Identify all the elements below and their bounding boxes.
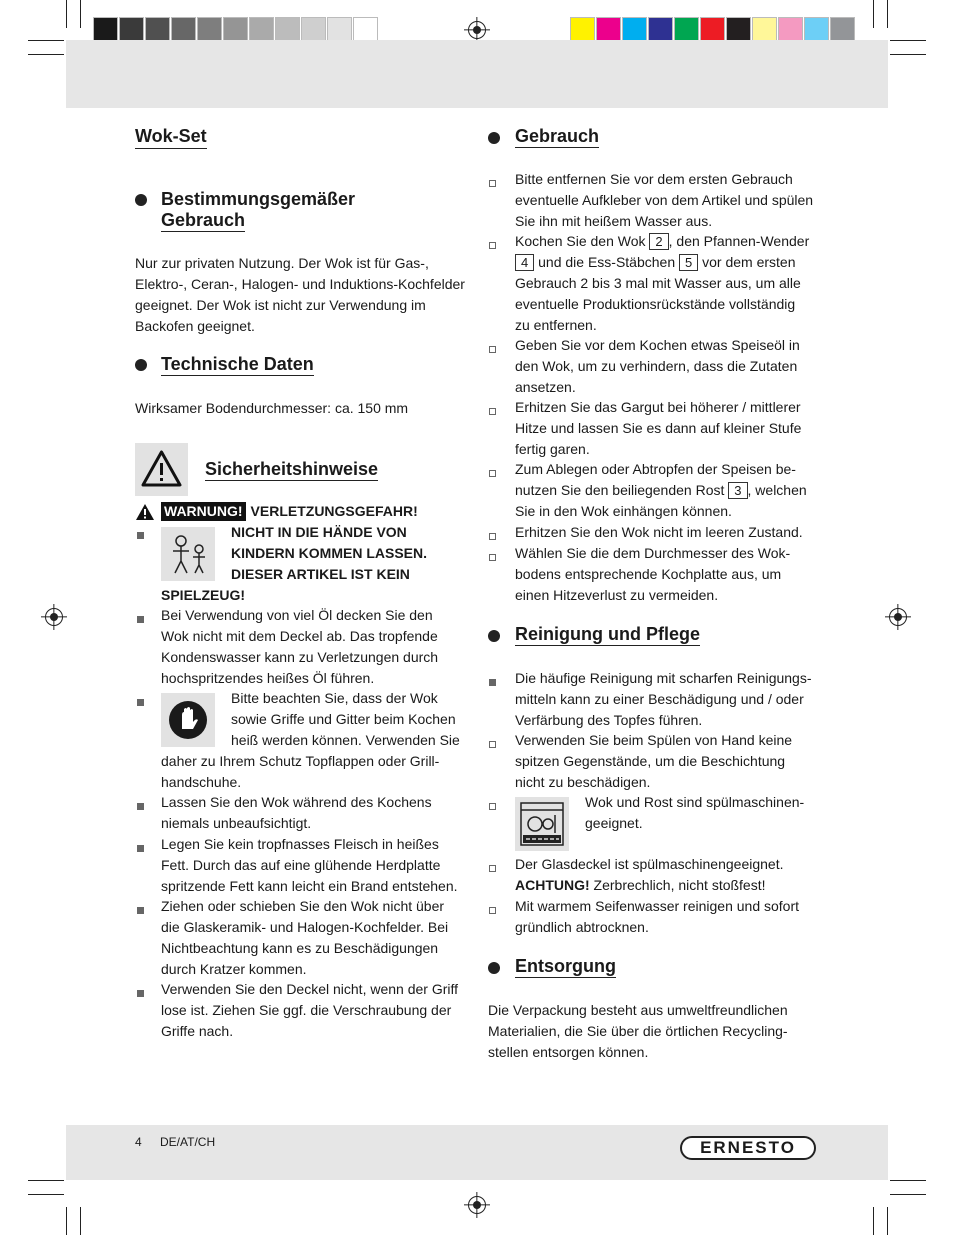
- bullet-square-outline-icon: [489, 803, 496, 810]
- calibration-swatch: [119, 17, 144, 42]
- bullet-square-outline-icon: [489, 741, 496, 748]
- crop-mark: [890, 40, 926, 41]
- bullet-square-outline-icon: [489, 242, 496, 249]
- glove-text-cont: daher zu Ihrem Schutz Topflappen oder Grill- handschuhe.: [161, 753, 440, 790]
- bullet-square-outline-icon: [489, 408, 496, 415]
- heading-intended-use: Bestimmungsgemäßer Gebrauch: [161, 189, 356, 230]
- crop-mark: [66, 1207, 67, 1235]
- calibration-swatch: [223, 17, 248, 42]
- bullet-square-icon: [137, 907, 144, 914]
- crop-mark: [28, 1180, 64, 1181]
- heading-use: Gebrauch: [515, 126, 600, 146]
- bullet-square-outline-icon: [489, 907, 496, 914]
- scratch-text: Ziehen oder schieben Sie den Wok nicht über die Glaskeramik- und Halogen-Kochfelder. Bei Nichtbeachtung kann es zu Beschädigungen durch Kratzer kommen.: [161, 898, 449, 977]
- language-codes: DE/AT/CH: [160, 1135, 216, 1149]
- calibration-swatch: [778, 17, 803, 42]
- use-step-3: Geben Sie vor dem Kochen etwas Speiseöl in den Wok, um zu verhindern, dass die Zutaten ansetzen.: [515, 337, 800, 395]
- lid-text: Verwenden Sie den Deckel nicht, wenn der Griff lose ist. Ziehen Sie ggf. die Verschraubung der Griffe nach.: [161, 981, 459, 1039]
- section-bullet-icon: [135, 194, 147, 206]
- oil-warning-text: Bei Verwendung von viel Öl decken Sie den Wok nicht mit dem Deckel ab. Das tropfende Kondenswasser kann zu Verletzungen durch hochspritzendes heißes Öl führen.: [161, 607, 439, 686]
- children-warning-icon: [161, 527, 215, 581]
- calibration-swatch: [700, 17, 725, 42]
- crop-mark: [873, 1207, 874, 1235]
- dishwasher-safe-icon: [515, 797, 569, 851]
- bullet-square-outline-icon: [489, 865, 496, 872]
- crop-mark: [873, 0, 874, 28]
- bullet-square-icon: [137, 532, 144, 539]
- heading-technical-data: Technische Daten: [161, 354, 314, 374]
- unattended-text: Lassen Sie den Wok während des Kochens niemals unbeaufsichtigt.: [161, 794, 432, 831]
- page-title: Wok-Set: [135, 126, 207, 149]
- calibration-swatch: [648, 17, 673, 42]
- calibration-swatch: [327, 17, 352, 42]
- registration-mark-icon: [45, 608, 63, 626]
- crop-mark: [28, 54, 64, 55]
- use-step-4: Erhitzen Sie das Gargut bei höherer / mittlerer Hitze und lassen Sie es dann auf kleiner Stufe fertig garen.: [515, 399, 802, 457]
- crop-mark: [28, 40, 64, 41]
- registration-mark-icon: [889, 608, 907, 626]
- clean-step-5: Mit warmem Seifenwasser reinigen und sofort gründlich abtrocknen.: [515, 898, 800, 935]
- ref-number: 5: [679, 254, 698, 271]
- section-bullet-icon: [488, 962, 500, 974]
- wet-meat-text: Legen Sie kein tropfnasses Fleisch in heißes Fett. Durch das auf eine glühende Herdplatte spritzende Fett kann leicht ein Brand entstehen.: [161, 836, 458, 894]
- bullet-square-outline-icon: [489, 554, 496, 561]
- clean-step-1: Die häufige Reinigung mit scharfen Reinigungs- mitteln kann zu einer Beschädigung und / oder Verfärbung des Topfes führen.: [515, 670, 812, 728]
- calibration-swatch: [93, 17, 118, 42]
- glove-icon: [161, 693, 215, 747]
- bullet-square-outline-icon: [489, 180, 496, 187]
- calibration-swatch: [301, 17, 326, 42]
- registration-mark-icon: [468, 21, 486, 39]
- page-number: 4: [135, 1135, 142, 1149]
- registration-mark-icon: [468, 1196, 486, 1214]
- crop-mark: [66, 0, 67, 28]
- heading-safety: Sicherheitshinweise: [205, 459, 379, 479]
- calibration-swatch: [249, 17, 274, 42]
- ref-number: 2: [649, 233, 668, 250]
- bullet-square-outline-icon: [489, 346, 496, 353]
- intended-use-text: Nur zur privaten Nutzung. Der Wok ist für Gas-, Elektro-, Ceran-, Halogen- und Induktions-Kochfelder geeignet. Der Wok ist nicht zur Verwendung im Backofen geeignet.: [135, 255, 465, 334]
- clean-step-3: Wok und Rost sind spülmaschinen- geeignet.: [585, 794, 805, 831]
- section-bullet-icon: [488, 630, 500, 642]
- bullet-square-icon: [137, 990, 144, 997]
- header-band: [66, 40, 888, 108]
- bullet-square-icon: [489, 679, 496, 686]
- warning-line: [135, 502, 418, 521]
- bullet-square-outline-icon: [489, 470, 496, 477]
- heading-cleaning: Reinigung und Pflege: [515, 624, 700, 644]
- calibration-swatch: [752, 17, 777, 42]
- children-warning-text: NICHT IN DIE HÄNDE VON KINDERN KOMMEN LASSEN. DIESER ARTIKEL IST KEIN: [231, 524, 428, 582]
- children-warning-text-end: SPIELZEUG!: [161, 587, 246, 603]
- calibration-swatch: [596, 17, 621, 42]
- use-step-2: Kochen Sie den Wok 2 , den Pfannen-Wender 4 und die Ess-Stäbchen 5 vor dem ersten Gebrauch 2 bis 3 mal mit Wasser aus, um alle eventuelle Produktionsrückstände vollständig zu entfernen.: [515, 233, 810, 333]
- calibration-swatch: [275, 17, 300, 42]
- section-bullet-icon: [135, 359, 147, 371]
- use-step-7: Wählen Sie die dem Durchmesser des Wok- bodens entsprechende Kochplatte aus, um einen Hitzeverlust zu vermeiden.: [515, 545, 791, 603]
- heading-disposal: Entsorgung: [515, 956, 616, 976]
- crop-mark: [887, 0, 888, 28]
- use-step-5: Zum Ablegen oder Abtropfen der Speisen be- nutzen Sie den beiliegenden Rost 3 , welchen Sie in den Wok einhängen können.: [515, 461, 807, 519]
- calibration-swatch: [145, 17, 170, 42]
- calibration-swatch: [830, 17, 855, 42]
- calibration-swatch: [197, 17, 222, 42]
- clean-step-4: Der Glasdeckel ist spülmaschinengeeignet. ACHTUNG! Zerbrechlich, nicht stoßfest!: [515, 856, 784, 893]
- calibration-swatch: [674, 17, 699, 42]
- glove-text: Bitte beachten Sie, dass der Wok sowie Griffe und Gitter beim Kochen heiß werden können. Verwenden Sie: [231, 690, 460, 748]
- bullet-square-icon: [137, 699, 144, 706]
- calibration-swatch: [171, 17, 196, 42]
- crop-mark: [80, 1207, 81, 1235]
- use-step-6: Erhitzen Sie den Wok nicht im leeren Zustand.: [515, 524, 803, 540]
- ref-number: 4: [515, 254, 534, 271]
- clean-step-2: Verwenden Sie beim Spülen von Hand keine spitzen Gegenstände, um die Beschichtung nicht zu beschädigen.: [515, 732, 793, 790]
- bullet-square-icon: [137, 845, 144, 852]
- calibration-swatch: [726, 17, 751, 42]
- crop-mark: [80, 0, 81, 28]
- crop-mark: [890, 54, 926, 55]
- crop-mark: [28, 1194, 64, 1195]
- section-bullet-icon: [488, 132, 500, 144]
- calibration-swatch: [353, 17, 378, 42]
- brand-logo: ERNESTO: [680, 1136, 816, 1160]
- disposal-text: Die Verpackung besteht aus umweltfreundlichen Materialien, die Sie über die örtlichen Recycling- stellen entsorgen können.: [488, 1002, 788, 1060]
- calibration-swatch: [804, 17, 829, 42]
- grey-calibration-strip: [93, 17, 379, 42]
- use-step-1: Bitte entfernen Sie vor dem ersten Gebrauch eventuelle Aufkleber von dem Artikel und spülen Sie ihn mit heißem Wasser aus.: [515, 171, 814, 229]
- warning-small-icon: [135, 503, 155, 521]
- calibration-swatch: [622, 17, 647, 42]
- bullet-square-icon: [137, 803, 144, 810]
- ref-number: 3: [728, 482, 747, 499]
- warning-text: VERLETZUNGSGEFAHR!: [250, 503, 418, 519]
- calibration-swatch: [570, 17, 595, 42]
- color-calibration-strip: [570, 17, 856, 42]
- bullet-square-icon: [137, 616, 144, 623]
- crop-mark: [890, 1180, 926, 1181]
- warning-label: WARNUNG!: [161, 502, 246, 521]
- warning-triangle-icon: [135, 443, 188, 496]
- bullet-square-outline-icon: [489, 533, 496, 540]
- crop-mark: [887, 1207, 888, 1235]
- technical-data-text: Wirksamer Bodendurchmesser: ca. 150 mm: [135, 400, 409, 416]
- crop-mark: [890, 1194, 926, 1195]
